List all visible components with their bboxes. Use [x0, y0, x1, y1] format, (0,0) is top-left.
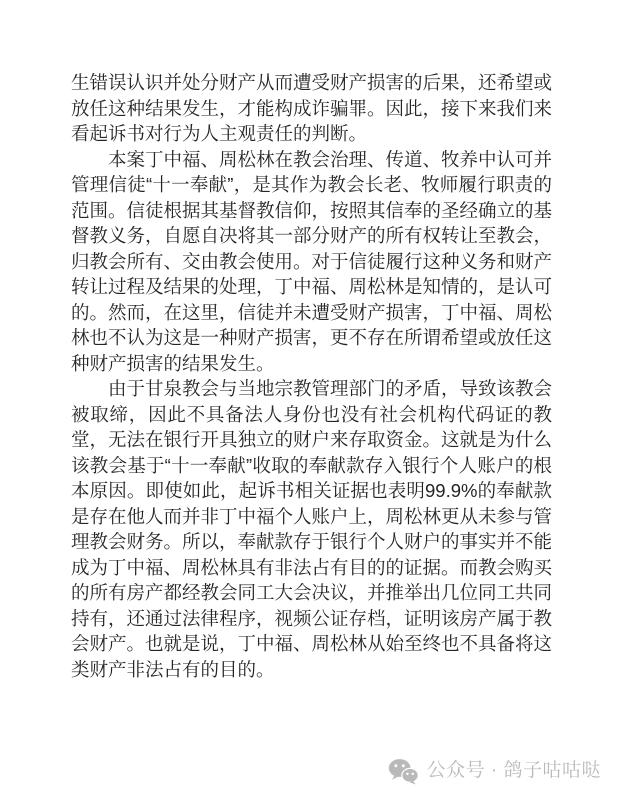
wechat-watermark	[388, 757, 601, 785]
watermark-label: 公众号 · 鸽子咕咕哒	[426, 760, 601, 781]
article-body	[71, 70, 552, 682]
paragraph-continuation: 生错误认识并处分财产从而遭受财产损害的后果，还希望或放任这种结果发生，才能构成诈骗罪。因此，接下来我们来看起诉书对行为人主观责任的判断。	[71, 72, 553, 144]
paragraph-subjective-responsibility: 本案丁中福、周松林在教会治理、传道、牧养中认可并管理信徒“十一奉献”，是其作为教会长老、牧师履行职责的范围。信徒根据其基督教信仰，按照其信奉的圣经确立的基督教义务，自愿自决将其一部分财产的所有权转让至教会，归教会所有、交由教会使用。对于信徒履行这种义务和财产转让过程及结果的处理，丁中福、周松林是知情的，是认可的。然而，在这里，信徒并未遭受财产损害，丁中福、周松林也不认为这是一种财产损害，更不存在所谓希望或放任这种财产损害的结果发生。	[71, 148, 553, 374]
paragraph-church-finances: 由于甘泉教会与当地宗教管理部门的矛盾，导致该教会被取缔，因此不具备法人身份也没有社会机构代码证的教堂，无法在银行开具独立的财户来存取资金。这就是为什么该教会基于“十一奉献”收取的奉献款存入银行个人账户的根本原因。即使如此，起诉书相关证据也表明99.9%的奉献款是存在他人而并非丁中福个人账户上，周松林更从未参与管理教会财务。所以，奉献款存于银行个人财户的事实并不能成为丁中福、周松林具有非法占有目的的证据。而教会购买的所有房产都经教会同工大会决议，并推举出几位同工共同持有，还通过法律程序，视频公证存档，证明该房产属于教会财产。也就是说，丁中福、周松林从始至终也不具备将这类财产非法占有的目的。	[71, 378, 553, 680]
wechat-icon	[388, 758, 419, 785]
